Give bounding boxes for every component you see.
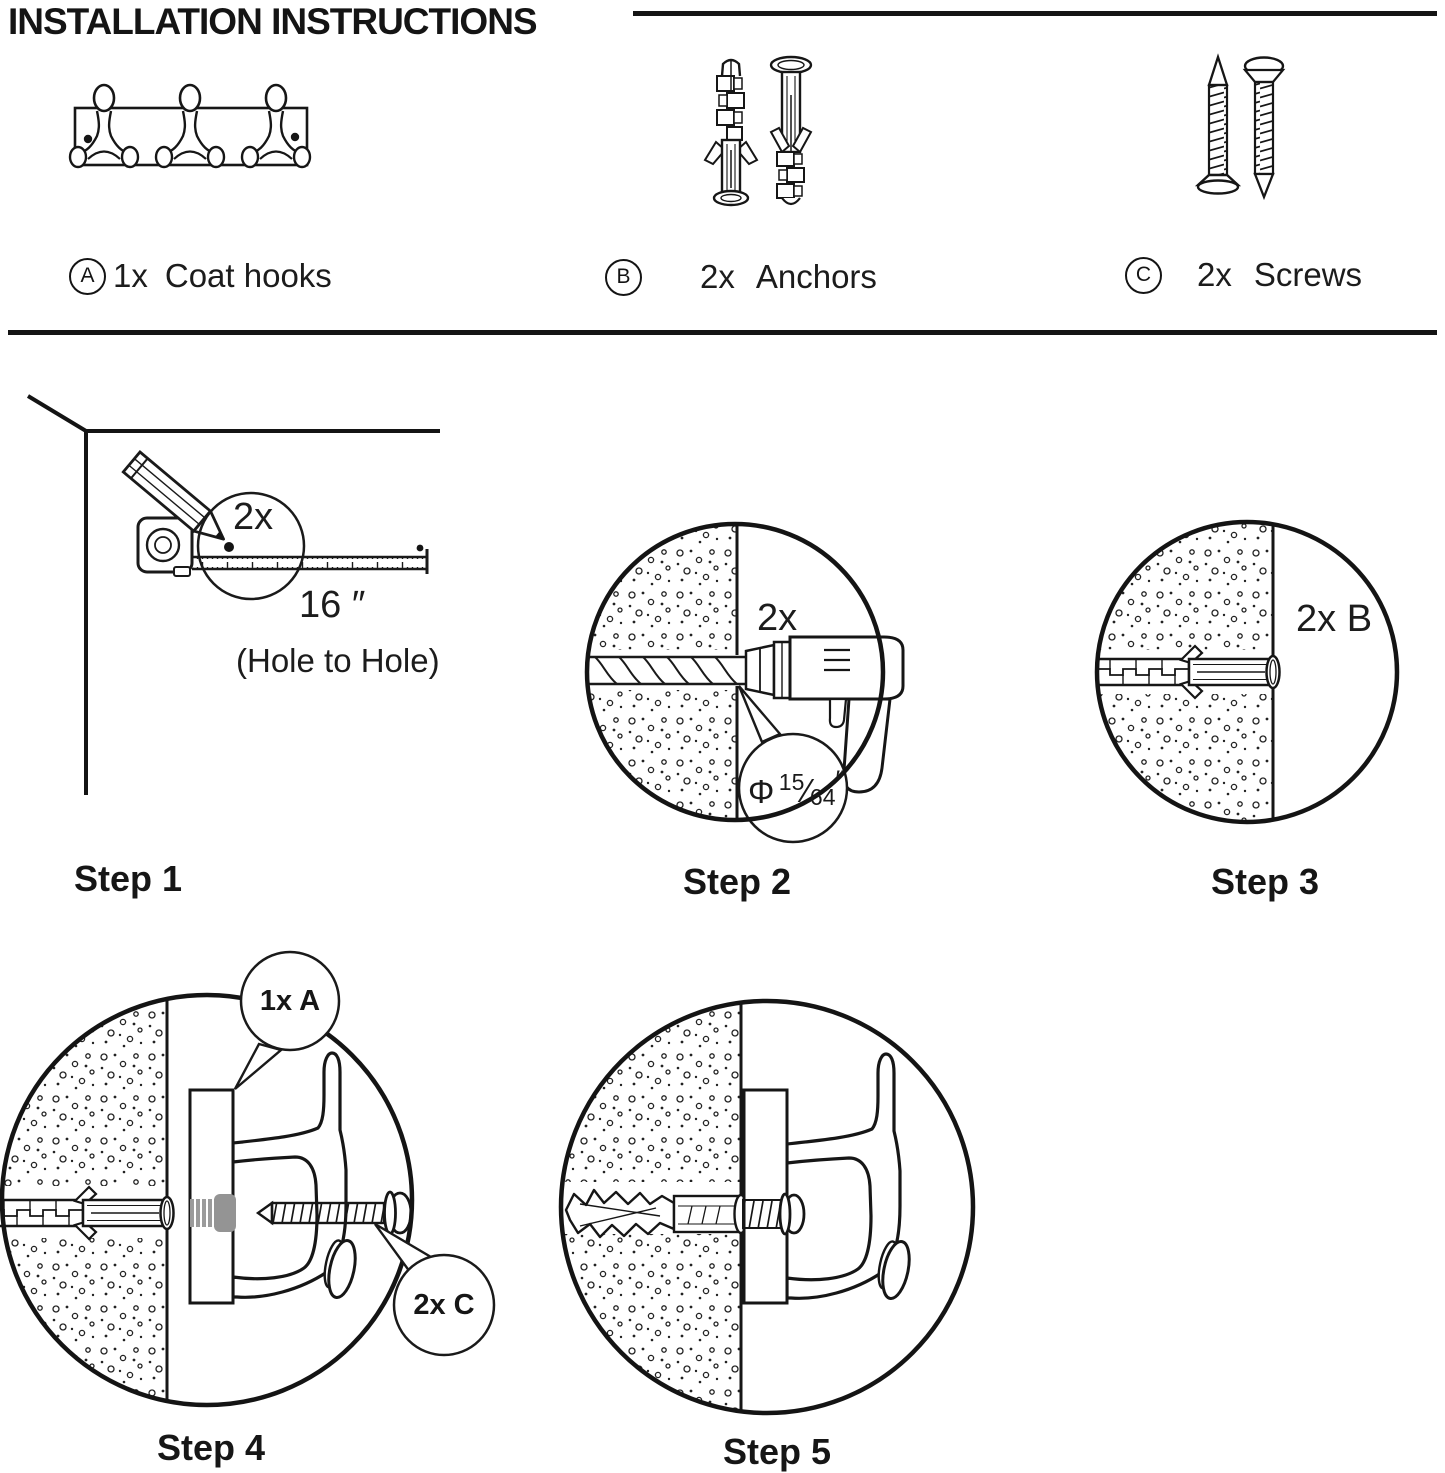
hole-to-hole-note: (Hole to Hole) bbox=[236, 642, 440, 679]
screw-callout-text: 2x C bbox=[413, 1289, 475, 1321]
part-name: Anchors bbox=[755, 258, 877, 295]
screw-installed bbox=[743, 1194, 804, 1234]
coat-hooks-illustration bbox=[70, 85, 310, 167]
step4-illustration bbox=[0, 952, 494, 1405]
step3-label: Step 3 bbox=[1211, 861, 1320, 902]
step5-label: Step 5 bbox=[723, 1431, 832, 1472]
anchors-illustration bbox=[705, 57, 811, 205]
mark-count-annotation: 2x bbox=[233, 496, 274, 538]
part-label-anchors bbox=[605, 258, 877, 296]
drill-count-annotation: 2x bbox=[757, 597, 798, 639]
part-letter-badge: C bbox=[1125, 257, 1162, 294]
step4-label: Step 4 bbox=[157, 1427, 266, 1468]
diameter-symbol: Φ bbox=[748, 773, 775, 810]
fraction-numerator: 15 bbox=[778, 769, 805, 795]
part-label-screws bbox=[1125, 256, 1362, 294]
section-divider bbox=[8, 330, 1437, 335]
step1-label: Step 1 bbox=[74, 858, 183, 899]
fraction-denominator: 64 bbox=[809, 784, 836, 810]
fraction-slash: ⁄ bbox=[804, 772, 810, 809]
hook-callout-text: 1x A bbox=[259, 985, 321, 1017]
threaded-channel bbox=[190, 1194, 236, 1232]
step1-illustration bbox=[28, 396, 440, 795]
part-label-coat-hooks bbox=[69, 257, 332, 295]
part-letter-badge: A bbox=[69, 258, 106, 295]
second-mark-dot bbox=[417, 545, 424, 552]
page-title: INSTALLATION INSTRUCTIONS bbox=[8, 1, 537, 42]
step5-illustration bbox=[559, 1001, 973, 1413]
coat-hook-side-view bbox=[233, 1053, 360, 1300]
inch-mark: ″ bbox=[835, 766, 845, 794]
coat-hook-side-view bbox=[787, 1054, 914, 1301]
anchor-count-annotation: 2x B bbox=[1296, 598, 1373, 640]
part-quantity: 2x bbox=[700, 258, 735, 295]
part-letter-badge: B bbox=[605, 259, 642, 296]
hook-plate bbox=[744, 1090, 787, 1303]
part-name: Coat hooks bbox=[164, 257, 332, 294]
step2-illustration bbox=[583, 522, 903, 842]
distance-annotation: 16 ″ bbox=[299, 584, 366, 626]
step3-illustration bbox=[1093, 520, 1397, 824]
tape-measure bbox=[138, 518, 427, 576]
part-quantity: 1x bbox=[113, 257, 148, 294]
step2-label: Step 2 bbox=[683, 861, 792, 902]
hook-callout-tail bbox=[235, 1044, 281, 1089]
drill-diameter-annotation bbox=[748, 766, 844, 811]
pencil-mark-dot bbox=[224, 542, 234, 552]
part-name: Screws bbox=[1253, 256, 1363, 293]
screws-illustration bbox=[1198, 57, 1283, 197]
title-rule bbox=[633, 11, 1437, 16]
part-quantity: 2x bbox=[1197, 256, 1232, 293]
